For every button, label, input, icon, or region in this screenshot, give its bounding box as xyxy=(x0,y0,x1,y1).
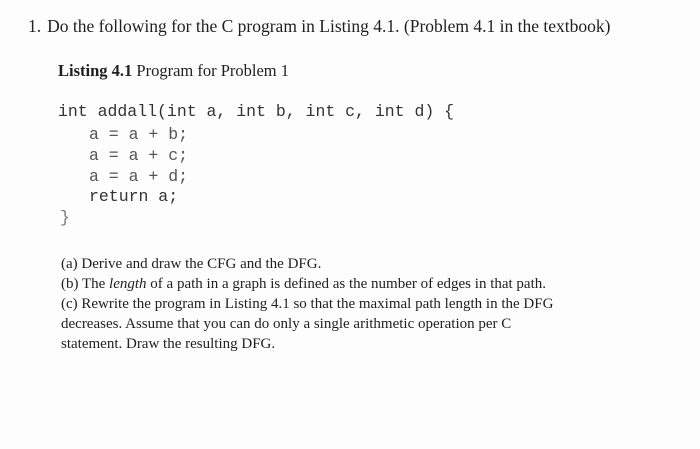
task-b-emphasis: length xyxy=(109,276,147,292)
listing-title: Program for Problem 1 xyxy=(136,61,290,80)
task-b-prefix: (b) The xyxy=(61,276,110,292)
task-a: (a) Derive and draw the CFG and the DFG. xyxy=(61,256,322,272)
code-line-3: a = a + d; xyxy=(89,167,189,186)
task-b xyxy=(61,274,661,294)
task-c-line-2: decreases. Assume that you can do only a single arithmetic operation per C xyxy=(61,316,512,332)
listing-label: Listing 4.1 xyxy=(58,61,133,80)
code-line-1: a = a + b; xyxy=(89,125,189,144)
task-b-suffix: of a path in a graph is defined as the number of edges in that path. xyxy=(146,276,547,292)
code-line-2: a = a + c; xyxy=(89,146,189,165)
listing-caption xyxy=(58,61,289,81)
task-list xyxy=(61,254,661,354)
problem-heading xyxy=(28,16,610,37)
problem-text: Do the following for the C program in Listing 4.1. (Problem 4.1 in the textbook) xyxy=(47,16,611,36)
task-c-line-1: (c) Rewrite the program in Listing 4.1 so that the maximal path length in the DFG xyxy=(61,296,554,312)
code-line-return: return a; xyxy=(89,187,179,206)
problem-number: 1. xyxy=(28,16,42,36)
code-closing-brace: } xyxy=(60,208,70,227)
task-c-line-3: statement. Draw the resulting DFG. xyxy=(61,336,276,352)
code-signature: int addall(int a, int b, int c, int d) { xyxy=(58,102,455,121)
